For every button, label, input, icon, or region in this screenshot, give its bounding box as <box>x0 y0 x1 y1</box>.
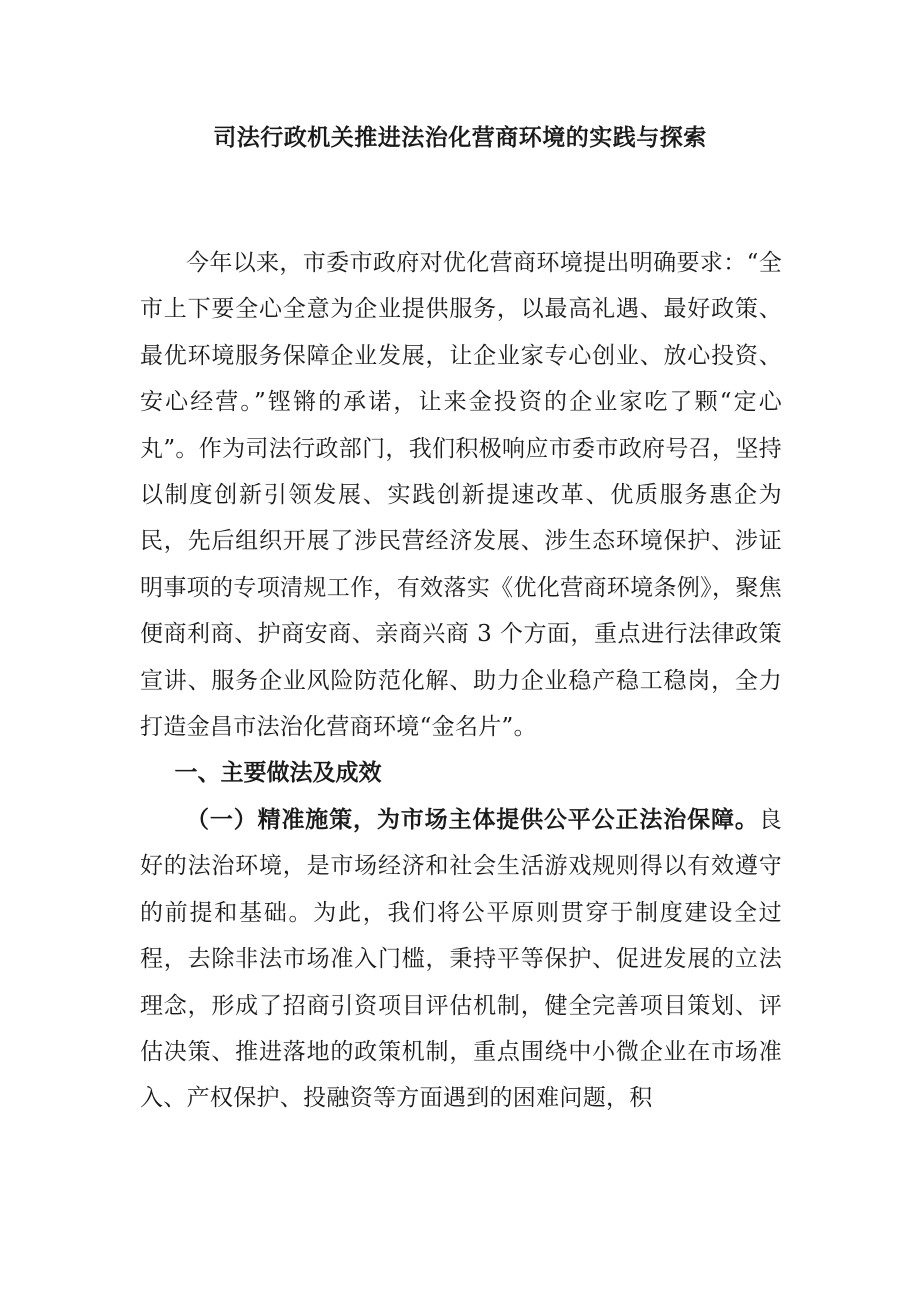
subsection-heading: （一）精准施策，为市场主体提供公平公正法治保障。 <box>186 805 759 833</box>
section-heading: 一、主要做法及成效 <box>174 759 382 787</box>
subsection-text: 良好的法治环境，是市场经济和社会生活游戏规则得以有效遵守的前提和基础。为此，我们将公平原则贯穿于制度建设全过程，去除非法市场准入门槛，秉持平等保护、促进发展的立法理念，形成了招商引资项目评估机制，健全完善项目策划、评估决策、推进落地的政策机制，重点围绕中小微企业在市场准入、产权保护、投融资等方面遇到的困难问题，积 <box>140 806 782 1112</box>
document-title: 司法行政机关推进法治化营商环境的实践与探索 <box>213 124 707 151</box>
document-body <box>140 240 782 1122</box>
subsection-paragraph <box>140 797 782 1122</box>
intro-paragraph: 今年以来，市委市政府对优化营商环境提出明确要求：“全市上下要全心全意为企业提供服务，以最高礼遇、最好政策、最优环境服务保障企业发展，让企业家专心创业、放心投资、安心经营。”铿锵的承诺，让来金投资的企业家吃了颗“定心丸”。作为司法行政部门，我们积极响应市委市政府号召，坚持以制度创新引领发展、实践创新提速改革、优质服务惠企为民，先后组织开展了涉民营经济发展、涉生态环境保护、涉证明事项的专项清规工作，有效落实《优化营商环境条例》，聚焦便商利商、护商安商、亲商兴商 3 个方面，重点进行法律政策宣讲、服务企业风险防范化解、助力企业稳产稳工稳岗，全力打造金昌市法治化营商环境“金名片”。 <box>140 250 782 741</box>
